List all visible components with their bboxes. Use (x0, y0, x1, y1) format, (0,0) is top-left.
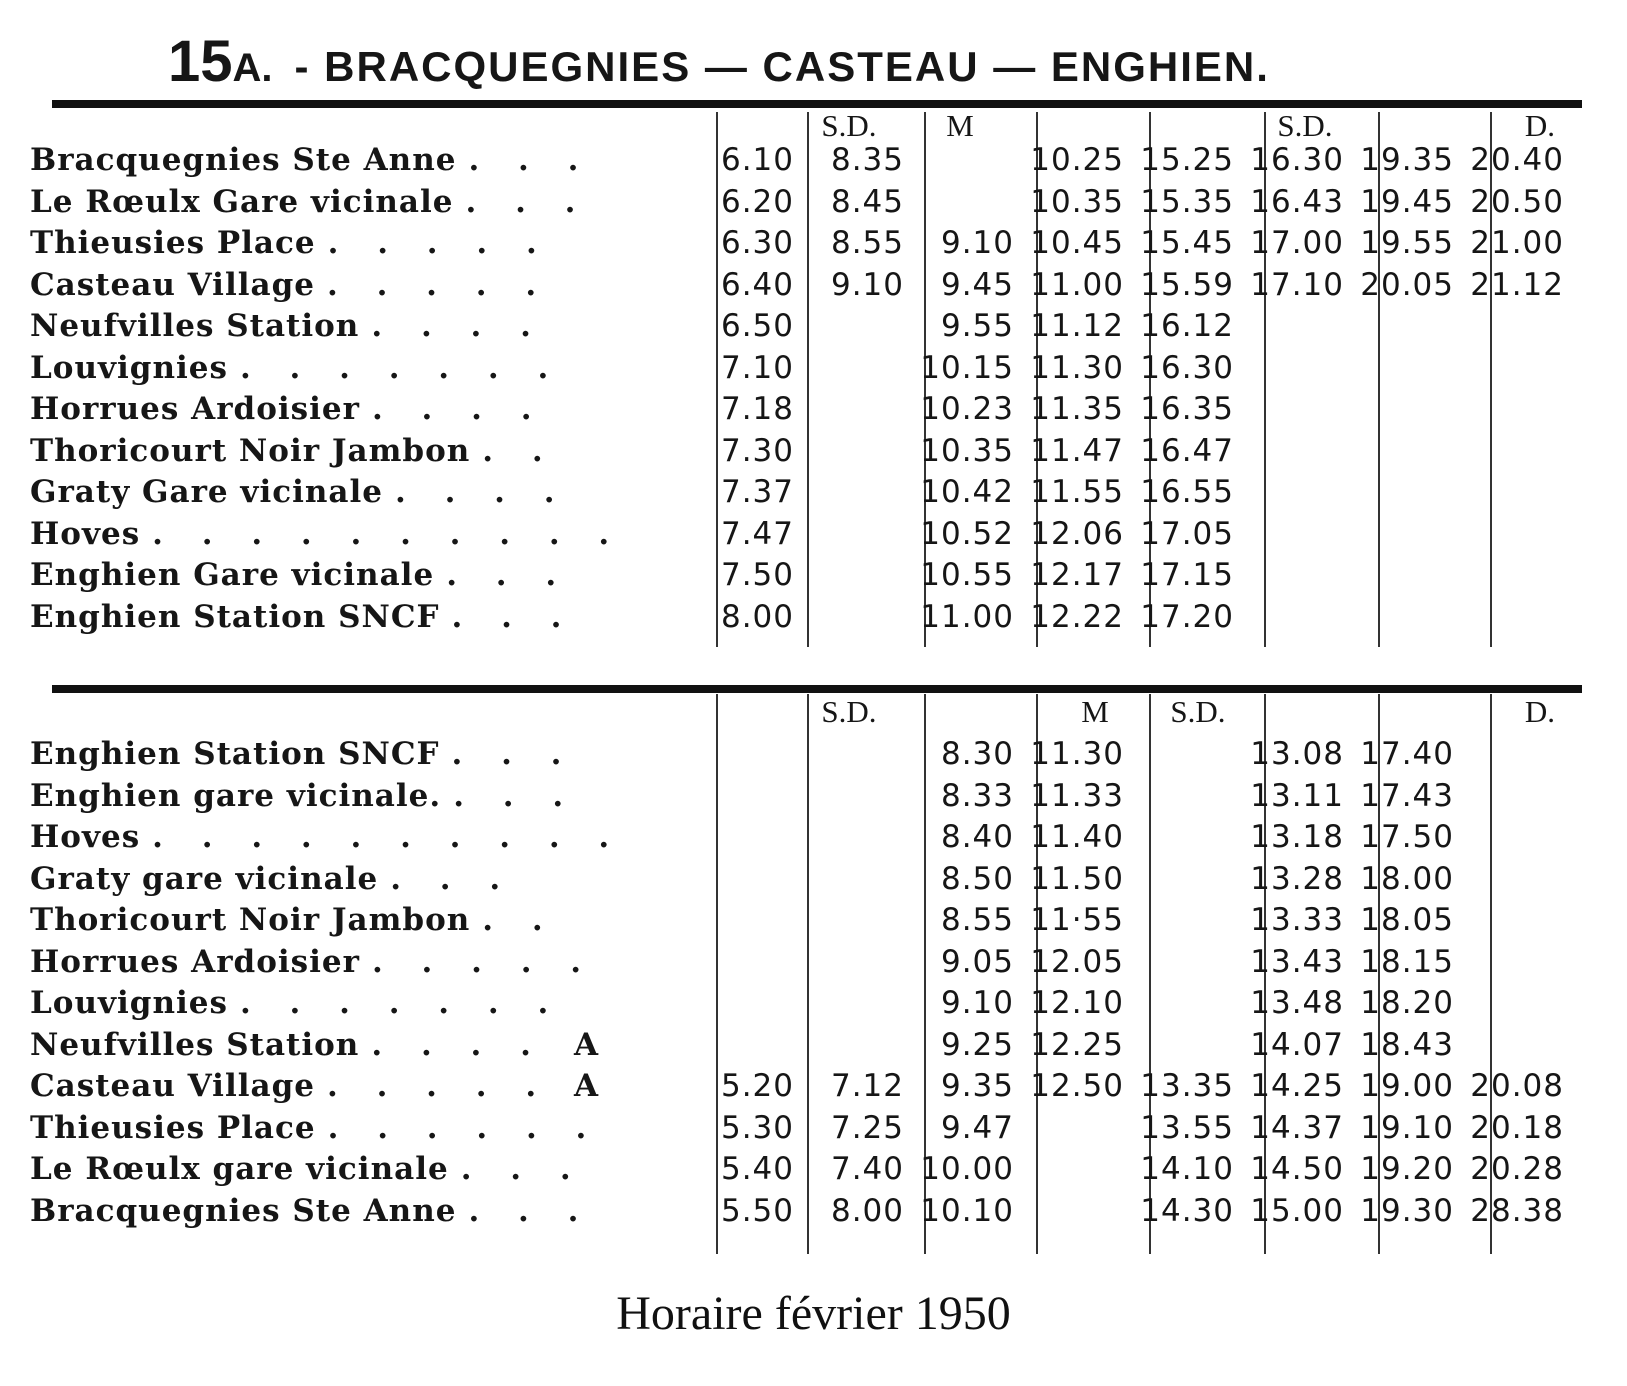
departure-time: 12.05 (1030, 943, 1124, 980)
leader-dots: . . . (468, 142, 593, 178)
departure-time: 8.55 (830, 225, 904, 261)
leader-dots: . . . . . . . . . . (152, 515, 624, 552)
leader-dots: . . . . . . . (239, 985, 563, 1021)
departure-time: 13.33 (1250, 902, 1344, 938)
departure-time: 9.35 (940, 1068, 1014, 1104)
column-header: D. (1524, 694, 1556, 729)
departure-time: 7.18 (720, 391, 794, 427)
departure-time: 11.35 (1030, 391, 1124, 427)
departure-time: 17.10 (1250, 266, 1344, 303)
timetable-row (0, 557, 1627, 599)
departure-time: 13.55 (1140, 1109, 1234, 1146)
departure-time: 18.05 (1360, 902, 1454, 938)
departure-time: 13.08 (1250, 736, 1344, 772)
departure-time: 9.55 (940, 308, 1014, 344)
stop-label: Casteau Village (30, 266, 315, 303)
column-header: S.D. (821, 694, 877, 729)
stop-name (30, 861, 670, 897)
column-header: M (946, 108, 974, 143)
departure-time: 10.00 (920, 1151, 1014, 1187)
timetable-row (0, 308, 1627, 350)
departure-time: 14.07 (1250, 1026, 1344, 1063)
departure-time: 16.43 (1250, 183, 1344, 220)
stop-label: Enghien Station SNCF (30, 736, 440, 772)
departure-time: 12.06 (1030, 515, 1124, 552)
departure-time: 20.18 (1470, 1109, 1564, 1146)
stop-label: Louvignies (30, 349, 228, 386)
departure-time: 20.28 (1470, 1151, 1564, 1187)
departure-time: 17.50 (1360, 819, 1454, 855)
departure-time: 9.10 (830, 266, 904, 303)
departure-time: 21.12 (1470, 266, 1564, 303)
departure-time: 20.50 (1470, 183, 1564, 220)
timetable-row (0, 1068, 1627, 1110)
departure-time: 18.43 (1360, 1026, 1454, 1063)
departure-time: 8.45 (830, 183, 904, 220)
departure-time: 11.12 (1030, 308, 1124, 344)
timetable-row (0, 267, 1627, 309)
stop-label: Thieusies Place (30, 1109, 316, 1146)
stop-name (30, 557, 670, 593)
departure-time: 12.17 (1030, 557, 1124, 593)
stop-label: Neufvilles Station (30, 308, 360, 344)
departure-time: 19.35 (1360, 142, 1454, 178)
stop-name (30, 944, 670, 980)
stop-label: Horrues Ardoisier (30, 943, 360, 980)
departure-time: 9.45 (940, 266, 1014, 303)
departure-time: 14.10 (1140, 1151, 1234, 1187)
stop-label: Thoricourt Noir Jambon (30, 432, 471, 469)
timetable-row (0, 902, 1627, 944)
departure-time: 9.05 (940, 943, 1014, 980)
timetable-row (0, 599, 1627, 641)
stop-label: Horrues Ardoisier (30, 391, 360, 427)
stop-name (30, 819, 670, 855)
timetable-row (0, 1151, 1627, 1193)
departure-time: 13.18 (1250, 819, 1344, 855)
timetable-row (0, 1027, 1627, 1069)
caption: Horaire février 1950 (616, 1287, 1011, 1340)
departure-time: 14.30 (1140, 1192, 1234, 1229)
departure-time: 11.00 (1030, 266, 1124, 303)
leader-dots: . . . . (371, 391, 546, 427)
departure-time: 14.37 (1250, 1109, 1344, 1146)
timetable-row (0, 944, 1627, 986)
departure-time: 20.05 (1360, 266, 1454, 303)
timetable-row (0, 778, 1627, 820)
departure-time: 5.40 (720, 1151, 794, 1187)
departure-time: 11.30 (1030, 736, 1124, 772)
stop-name (30, 308, 670, 344)
departure-time: 13.35 (1140, 1068, 1234, 1104)
departure-time: 16.35 (1140, 391, 1234, 427)
departure-time: 8.35 (830, 142, 904, 178)
departure-time: 7.40 (830, 1151, 904, 1187)
stop-label: Graty gare vicinale (30, 860, 379, 897)
departure-time: 11.40 (1030, 819, 1124, 855)
departure-time: 19.00 (1360, 1068, 1454, 1104)
stop-name (30, 599, 670, 635)
departure-time: 7.25 (830, 1109, 904, 1146)
stop-name (30, 902, 670, 938)
stop-label: Le Rœulx Gare vicinale (30, 183, 454, 220)
stop-name (30, 184, 670, 220)
departure-time: 6.30 (720, 225, 794, 261)
departure-time: 11.47 (1030, 432, 1124, 469)
leader-dots: . . . (468, 1192, 593, 1229)
departure-time: 8.50 (940, 860, 1014, 897)
departure-time: 13.48 (1250, 985, 1344, 1021)
departure-time: 5.50 (720, 1192, 794, 1229)
stop-name (30, 391, 670, 427)
departure-time: 19.45 (1360, 183, 1454, 220)
stop-name (30, 516, 670, 552)
departure-time: 12.22 (1030, 598, 1124, 635)
leader-dots: . . . . (371, 308, 545, 344)
departure-time: 8.30 (940, 736, 1014, 772)
stop-note: A (574, 1068, 599, 1104)
line-number: 15 (168, 29, 233, 94)
departure-time: 18.20 (1360, 985, 1454, 1021)
departure-time: 11.50 (1030, 860, 1124, 897)
departure-time: 11.00 (920, 598, 1014, 635)
departure-time: 15.59 (1140, 266, 1234, 303)
stop-name (30, 1110, 670, 1146)
departure-time: 7.47 (720, 515, 794, 552)
departure-time: 11.55 (1030, 474, 1124, 510)
leader-dots: . . . (460, 1151, 585, 1187)
timetable-row (0, 391, 1627, 433)
stop-label: Hoves (30, 819, 141, 855)
departure-time: 7.30 (720, 432, 794, 469)
timetable-title (168, 28, 1468, 98)
timetable-row (0, 985, 1627, 1027)
column-header: S.D. (1277, 108, 1333, 143)
leader-dots: . . . . . . . . . . (152, 819, 624, 855)
leader-dots: . . . . . . . (239, 349, 563, 386)
departure-time: 8.00 (720, 598, 794, 635)
timetable-row (0, 861, 1627, 903)
stop-label: Enghien Station SNCF (30, 598, 440, 635)
timetable-row (0, 225, 1627, 267)
stop-name (30, 736, 670, 772)
route-name: - BRACQUEGNIES — CASTEAU — ENGHIEN. (294, 43, 1270, 90)
timetable-row (0, 1193, 1627, 1235)
departure-time: 15.00 (1250, 1192, 1344, 1229)
departure-time: 16.55 (1140, 474, 1234, 510)
stop-label: Bracquegnies Ste Anne (30, 142, 457, 178)
stop-name (30, 267, 670, 303)
stop-name (30, 474, 670, 510)
stop-name (30, 778, 670, 814)
departure-time: 7.10 (720, 349, 794, 386)
departure-time: 16.47 (1140, 432, 1234, 469)
timetable-row (0, 736, 1627, 778)
stop-label: Casteau Village (30, 1068, 315, 1104)
column-header: S.D. (1170, 694, 1226, 729)
departure-time: 14.25 (1250, 1068, 1344, 1104)
departure-time: 21.00 (1470, 225, 1564, 261)
stop-label: Louvignies (30, 985, 228, 1021)
departure-time: 10.35 (1030, 183, 1124, 220)
departure-time: 16.30 (1250, 142, 1344, 178)
column-header: S.D. (821, 108, 877, 143)
departure-time: 17.40 (1360, 736, 1454, 772)
departure-time: 8.40 (940, 819, 1014, 855)
departure-time: 6.50 (720, 308, 794, 344)
stop-name (30, 350, 670, 386)
stop-label: Thieusies Place (30, 225, 316, 261)
departure-time: 13.28 (1250, 860, 1344, 897)
departure-time: 13.43 (1250, 943, 1344, 980)
timetable-row (0, 516, 1627, 558)
departure-time: 19.30 (1360, 1192, 1454, 1229)
departure-time: 10.52 (920, 515, 1014, 552)
departure-time: 15.25 (1140, 142, 1234, 178)
departure-time: 10.42 (920, 474, 1014, 510)
timetable-row (0, 184, 1627, 226)
stop-label: Enghien Gare vicinale (30, 557, 435, 593)
departure-time: 10.45 (1030, 225, 1124, 261)
departure-time: 11.30 (1030, 349, 1124, 386)
departure-time: 15.45 (1140, 225, 1234, 261)
departure-time: 28.38 (1470, 1192, 1564, 1229)
leader-dots: . . . . . (371, 943, 596, 980)
departure-time: 10.25 (1030, 142, 1124, 178)
departure-time: 14.50 (1250, 1151, 1344, 1187)
departure-time: 17.05 (1140, 515, 1234, 552)
departure-time: 16.30 (1140, 349, 1234, 386)
departure-time: 8.33 (940, 777, 1014, 814)
leader-dots: . . . (446, 557, 571, 593)
departure-time: 8.55 (940, 902, 1014, 938)
departure-time: 5.30 (720, 1109, 794, 1146)
departure-time: 17.15 (1140, 557, 1234, 593)
leader-dots: . . . . . (327, 266, 551, 303)
column-header: M (1081, 694, 1109, 729)
departure-time: 17.43 (1360, 777, 1454, 814)
stop-name (30, 433, 670, 469)
departure-time: 10.15 (920, 349, 1014, 386)
leader-dots: . . . . (395, 474, 569, 510)
departure-time: 7.50 (720, 557, 794, 593)
timetable-row (0, 142, 1627, 184)
stop-label: Graty Gare vicinale (30, 474, 383, 510)
departure-time: 20.08 (1470, 1068, 1564, 1104)
departure-time: 9.25 (940, 1026, 1014, 1063)
column-header: D. (1524, 108, 1556, 143)
timetable-row (0, 474, 1627, 516)
departure-time: 12.50 (1030, 1068, 1124, 1104)
stop-name (30, 142, 670, 178)
timetable-row (0, 819, 1627, 861)
departure-time: 17.20 (1140, 598, 1234, 635)
departure-time: 18.00 (1360, 860, 1454, 897)
stop-label: Bracquegnies Ste Anne (30, 1192, 457, 1229)
leader-dots: . . . (451, 598, 576, 635)
departure-time: 19.10 (1360, 1109, 1454, 1146)
stop-label: Hoves (30, 515, 141, 552)
timetable-row (0, 1110, 1627, 1152)
leader-dots: . . . . . (327, 1068, 551, 1104)
departure-time: 6.40 (720, 266, 794, 303)
departure-time: 19.55 (1360, 225, 1454, 261)
departure-time: 5.20 (720, 1068, 794, 1104)
leader-dots: . . . (465, 183, 590, 220)
stop-note: A (574, 1026, 599, 1063)
departure-time: 19.20 (1360, 1151, 1454, 1187)
departure-time: 20.40 (1470, 142, 1564, 178)
leader-dots: . . . . (371, 1026, 545, 1063)
departure-time: 16.12 (1140, 308, 1234, 344)
leader-dots: . . . (390, 860, 515, 897)
stop-name (30, 985, 670, 1021)
timetable-row (0, 350, 1627, 392)
departure-time: 12.10 (1030, 985, 1124, 1021)
departure-time: 8.00 (830, 1192, 904, 1229)
leader-dots: . . . . . . (327, 1109, 601, 1146)
departure-time: 6.10 (720, 142, 794, 178)
stop-name (30, 1193, 670, 1229)
leader-dots: . . (482, 902, 557, 938)
stop-label: Thoricourt Noir Jambon (30, 902, 471, 938)
timetable-row (0, 433, 1627, 475)
departure-time: 10.10 (920, 1192, 1014, 1229)
departure-time: 10.55 (920, 557, 1014, 593)
stop-name (30, 1151, 670, 1187)
departure-time: 7.12 (830, 1068, 904, 1104)
departure-time: 11.33 (1030, 777, 1124, 814)
departure-time: 10.23 (920, 391, 1014, 427)
top-rule (52, 100, 1582, 108)
departure-time: 10.35 (920, 432, 1014, 469)
departure-time: 9.47 (940, 1109, 1014, 1146)
stop-label: Le Rœulx gare vicinale (30, 1151, 449, 1187)
leader-dots: . . (482, 432, 557, 469)
departure-time: 13.11 (1250, 777, 1344, 814)
line-letter: A. (232, 46, 273, 90)
departure-time: 18.15 (1360, 943, 1454, 980)
departure-time: 6.20 (720, 183, 794, 220)
stop-label: Enghien gare vicinale. (30, 777, 442, 814)
departure-time: 9.10 (940, 985, 1014, 1021)
departure-time: 11·55 (1030, 902, 1124, 938)
departure-time: 12.25 (1030, 1026, 1124, 1063)
stop-name (30, 225, 670, 261)
leader-dots: . . . (453, 777, 578, 814)
leader-dots: . . . . . (327, 225, 551, 261)
stop-label: Neufvilles Station (30, 1026, 360, 1063)
departure-time: 9.10 (940, 225, 1014, 261)
departure-time: 17.00 (1250, 225, 1344, 261)
leader-dots: . . . (451, 736, 576, 772)
departure-time: 15.35 (1140, 183, 1234, 220)
departure-time: 7.37 (720, 474, 794, 510)
middle-rule (52, 685, 1582, 693)
